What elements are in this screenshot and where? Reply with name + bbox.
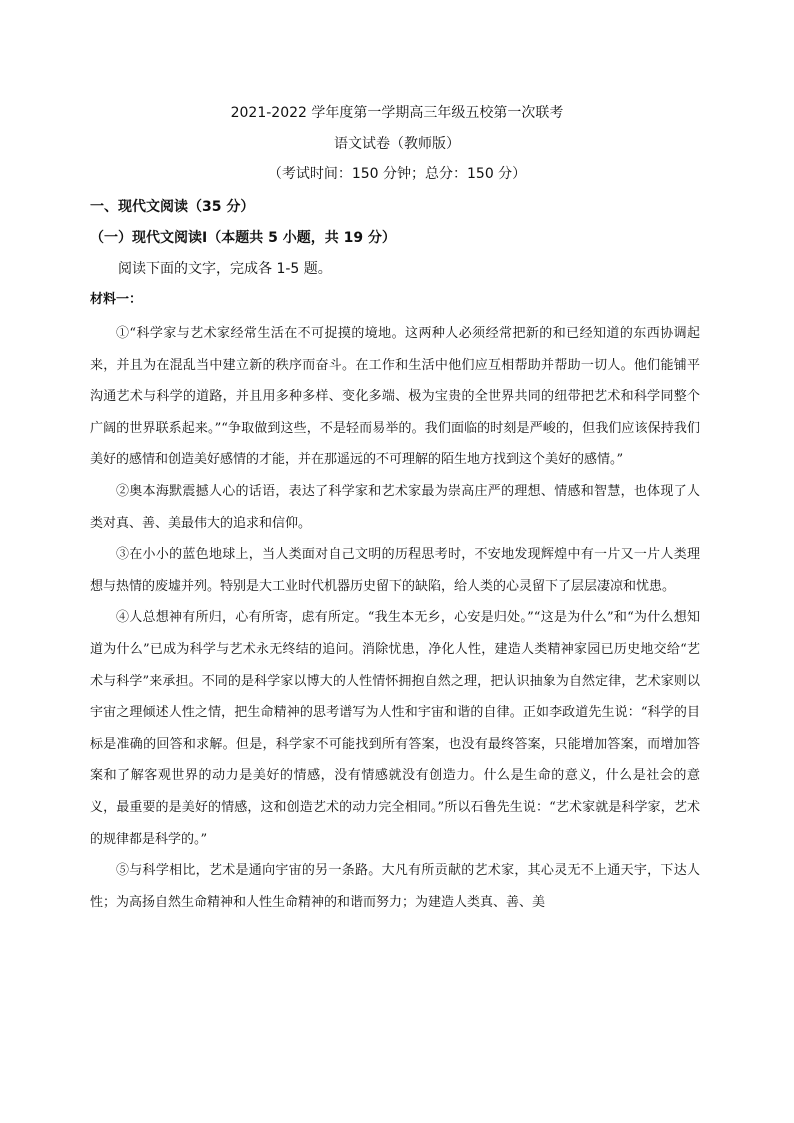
paper-title: 语文试卷（教师版） bbox=[334, 136, 460, 152]
exam-title: 2021-2022 学年度第一学期高三年级五校第一次联考 bbox=[230, 105, 564, 121]
paragraph-3: ③在小小的蓝色地球上，当人类面对自己文明的历程思考时，不安地发现辉煌中有一片又一片人类理想与热情的废墟并列。特别是大工业时代机器历史留下的缺陷，给人类的心灵留下了层层凄凉和忧患。 bbox=[90, 547, 700, 594]
section-heading: 一、现代文阅读（35 分） bbox=[90, 199, 255, 215]
exam-info: （考试时间：150 分钟；总分：150 分） bbox=[267, 166, 527, 182]
sub-section-heading: （一）现代文阅读Ⅰ（本题共 5 小题，共 19 分） bbox=[90, 230, 396, 246]
paragraph-4: ④人总想神有所归，心有所寄，虑有所定。“我生本无乡，心安是归处。”“这是为什么”和“为什么想知道为什么”已成为科学与艺术永无终结的追问。消除忧患，净化人性，建造人类精神家园已历史地交给“艺术与科学”来承担。不同的是科学家以博大的人性情怀拥抱自然之理，把认识抽象为自然定律，艺术家则以宇宙之理倾述人性之情，把生命精神的思考谱写为人性和宇宙和谐的自律。正如李政道先生说：“科学的目标是准确的回答和求解。但是，科学家不可能找到所有答案，也没有最终答案，只能增加答案，而增加答案和了解客观世界的动力是美好的情感，没有情感就没有创造力。什么是生命的意义，什么是社会的意义，最重要的是美好的情感，这和创造艺术的动力完全相同。”所以石鲁先生说：“艺术家就是科学家，艺术的规律都是科学的。” bbox=[90, 610, 700, 847]
material-label: 材料一： bbox=[90, 292, 143, 307]
paragraph-2: ②奥本海默震撼人心的话语，表达了科学家和艺术家最为崇高庄严的理想、情感和智慧，也体现了人类对真、善、美最伟大的追求和信仰。 bbox=[90, 483, 700, 531]
instruction-text: 阅读下面的文字，完成各 1-5 题。 bbox=[118, 261, 332, 277]
paragraph-1: ①“科学家与艺术家经常生活在不可捉摸的境地。这两种人必须经常把新的和已经知道的东西协调起来，并且为在混乱当中建立新的秩序而奋斗。在工作和生活中他们应互相帮助并帮助一切人。他们能铺平沟通艺术与科学的道路，并且用多种多样、变化多端、极为宝贵的全世界共同的纽带把艺术和科学同整个广阔的世界联系起来。”“争取做到这些，不是轻而易举的。我们面临的时刻是严峻的，但我们应该保持我们美好的感情和创造美好感情的才能，并在那遥远的不可理解的陌生地方找到这个美好的感情。” bbox=[90, 326, 700, 468]
paragraph-5: ⑤与科学相比，艺术是通向宇宙的另一条路。大凡有所贡献的艺术家，其心灵无不上通天宇，下达人性；为高扬自然生命精神和人性生命精神的和谐而努力；为建造人类真、善、美 bbox=[90, 863, 700, 910]
article-body bbox=[90, 318, 700, 918]
